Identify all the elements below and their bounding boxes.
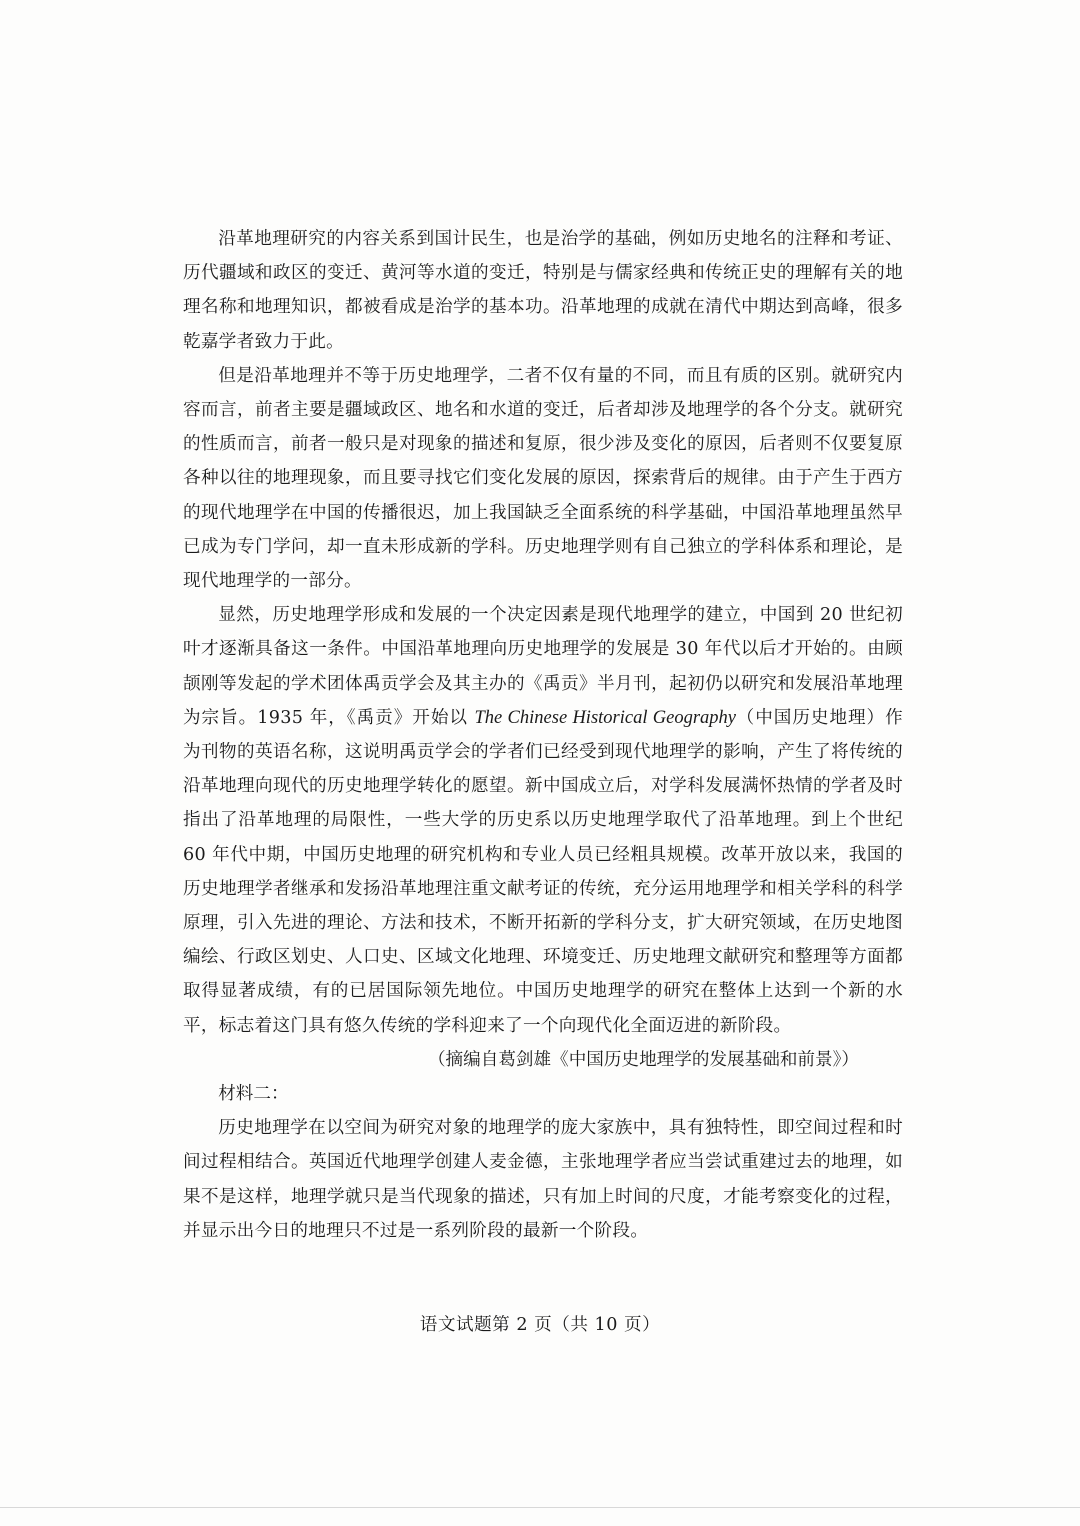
paragraph-3 (183, 598, 903, 1043)
paragraph-3-part-2: （中国历史地理）作为刊物的英语名称，这说明禹贡学会的学者们已经受到现代地理学的影响，产生了将传统的沿革地理向现代的历史地理学转化的愿望。新中国成立后，对学科发展满怀热情的学者及时指出了沿革地理的局限性，一些大学的历史系以历史地理学取代了沿革地理。到上个世纪 60 年代中期，中国历史地理的研究机构和专业人员已经粗具规模。改革开放以来，我国的历史地理学者继承和发扬沿革地理注重文献考证的传统，充分运用地理学和相关学科的科学原理，引入先进的理论、方法和技术，不断开拓新的学科分支，扩大研究领域，在历史地图编绘、行政区划史、人口史、区域文化地理、环境变迁、历史地理文献研究和整理等方面都取得显著成绩，有的已居国际领先地位。中国历史地理学的研究在整体上达到一个新的水平，标志着这门具有悠久传统的学科迎来了一个向现代化全面迈进的新阶段。 (183, 707, 903, 1036)
paragraph-3-part-1: 显然，历史地理学形成和发展的一个决定因素是现代地理学的建立，中国到 20 世纪初叶才逐渐具备这一条件。中国沿革地理向历史地理学的发展是 30 年代以后才开始的。由顾颉刚等发起的学术团体禹贡学会及其主办的《禹贡》半月刊，起初仍以研究和发展沿革地理为宗旨。1935 年，《禹贡》开始以 (183, 605, 903, 728)
journal-english-title: The Chinese Historical Geography (474, 707, 736, 728)
material-two-heading: 材料二： (218, 1084, 289, 1105)
paragraph-2: 但是沿革地理并不等于历史地理学，二者不仅有量的不同，而且有质的区别。就研究内容而言，前者主要是疆域政区、地名和水道的变迁，后者却涉及地理学的各个分支。就研究的性质而言，前者一般只是对现象的描述和复原，很少涉及变化的原因，后者则不仅要复原各种以往的地理现象，而且要寻找它们变化发展的原因，探索背后的规律。由于产生于西方的现代地理学在中国的传播很迟，加上我国缺乏全面系统的科学基础，中国沿革地理虽然早已成为专门学问，却一直未形成新的学科。历史地理学则有自己独立的学科体系和理论，是现代地理学的一部分。 (183, 365, 903, 592)
paragraph-1: 沿革地理研究的内容关系到国计民生，也是治学的基础，例如历史地名的注释和考证、历代疆域和政区的变迁、黄河等水道的变迁，特别是与儒家经典和传统正史的理解有关的地理名称和地理知识，都被看成是治学的基本功。沿革地理的成就在清代中期达到高峰，很多乾嘉学者致力于此。 (183, 229, 903, 352)
page-body (183, 222, 903, 1248)
source-citation: （摘编自葛剑雄《中国历史地理学的发展基础和前景》） (427, 1049, 859, 1070)
page-footer: 语文试题第 2 页（共 10 页） (419, 1315, 661, 1335)
paragraph-4: 历史地理学在以空间为研究对象的地理学的庞大家族中，具有独特性，即空间过程和时间过程相结合。英国近代地理学创建人麦金德，主张地理学者应当尝试重建过去的地理，如果不是这样，地理学就只是当代现象的描述，只有加上时间的尺度，才能考察变化的过程，并显示出今日的地理只不过是一系列阶段的最新一个阶段。 (183, 1118, 903, 1241)
scan-edge-divider (0, 1507, 1080, 1508)
